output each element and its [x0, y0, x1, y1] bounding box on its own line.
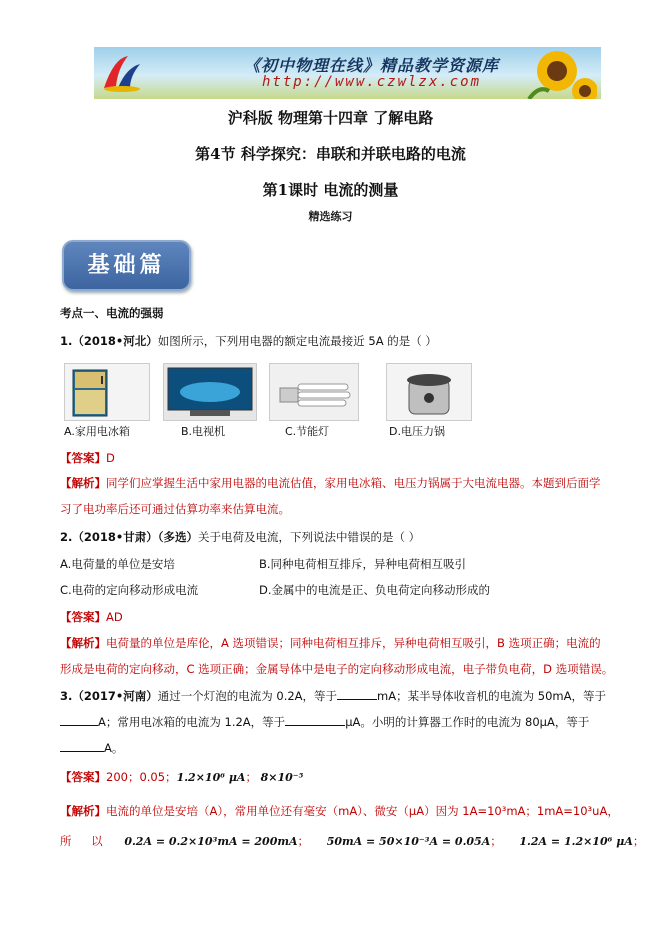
pressure-cooker-image: [386, 363, 472, 421]
analysis-label: 【解析】: [60, 636, 106, 650]
question-1-text: 如图所示，下列用电器的额定电流最接近 5A 的是（ ）: [157, 334, 437, 348]
answer-value: AD: [106, 610, 123, 624]
formula-3: 1.2A = 1.2×10⁶ μA: [519, 835, 633, 848]
option-a: A.家用电冰箱: [64, 425, 130, 438]
tv-image: [163, 363, 257, 421]
q3-text-2: mA；某半导体收音机的电流为 50mA，等于: [377, 689, 606, 703]
blank-2[interactable]: [60, 714, 98, 726]
analysis-text: 同学们应掌握生活中家用电器的电流估值，家用电冰箱、电压力锅属于大电流电器。本题到后面学: [106, 476, 601, 490]
q3-text-4: μA。小明的计算器工作时的电流为 80μA，等于: [345, 715, 590, 729]
blank-1[interactable]: [337, 688, 377, 700]
analysis-3-line-2: [60, 833, 645, 849]
answer-3: [60, 769, 303, 785]
question-3-source: 3.（2017•河南）: [60, 689, 158, 703]
q2-option-b: B.同种电荷相互排斥，异种电荷相互吸引: [259, 557, 467, 571]
word-suo: 所: [60, 834, 72, 848]
banner-title: 《初中物理在线》精品教学资源库: [244, 56, 500, 75]
fridge-icon: [65, 364, 149, 420]
chapter-title: 沪科版 物理第十四章 了解电路: [227, 109, 434, 127]
answer-1: [60, 450, 115, 466]
analysis-3-line-1: [60, 803, 619, 819]
question-1: [60, 333, 437, 349]
question-3-line-1: [60, 688, 606, 704]
section-title: 第4节 科学探究：串联和并联电路的电流: [195, 145, 466, 163]
header-banner: [94, 47, 601, 99]
option-d: D.电压力锅: [389, 425, 445, 438]
analysis-text: 电荷量的单位是库伦，A 选项错误；同种电荷相互排斥，异种电荷相互吸引，B 选项正确；电流的: [106, 636, 601, 650]
analysis-2-line-2: 形成是电荷的定向移动，C 选项正确；金属导体中是电子的定向移动形成电流，电子带负电荷，D 选项错误。: [60, 662, 614, 676]
answer-separator: ；: [245, 770, 257, 784]
answer-value: 200；0.05；: [106, 770, 177, 784]
q2-option-c: C.电荷的定向移动形成电流: [60, 583, 199, 597]
formula-2: 50mA = 50×10⁻³A = 0.05A: [326, 835, 491, 848]
question-1-source: 1.（2018•河北）: [60, 334, 158, 348]
blank-4[interactable]: [60, 740, 104, 752]
option-b: B.电视机: [181, 425, 226, 438]
q2-option-a: A.电荷量的单位是安培: [60, 557, 175, 571]
sunflower-icon: [519, 47, 597, 99]
pressure-cooker-icon: [387, 364, 471, 420]
answer-value: D: [106, 451, 115, 465]
analysis-1-line-2: 习了电功率后还可通过估算功率来估算电流。: [60, 502, 290, 516]
q2-option-d: D.金属中的电流是正、负电荷定向移动形成的: [259, 583, 491, 597]
q3-text-1: 通过一个灯泡的电流为 0.2A，等于: [157, 689, 338, 703]
basic-level-badge: 基础篇: [62, 240, 191, 291]
formula-1-end: ；: [297, 834, 310, 848]
energy-saving-lamp-icon: [270, 364, 358, 420]
q3-text-5: A。: [104, 741, 124, 755]
formula-1: 0.2A = 0.2×10³mA = 200mA: [124, 835, 298, 848]
answer-label: 【答案】: [60, 451, 106, 465]
cfl-image: [269, 363, 359, 421]
television-icon: [164, 364, 256, 420]
answer-label: 【答案】: [60, 610, 106, 624]
blank-3[interactable]: [285, 714, 345, 726]
question-3-line-2: [60, 714, 589, 730]
question-2: [60, 529, 420, 545]
topic-heading: 考点一、电流的强弱: [60, 306, 164, 320]
analysis-label: 【解析】: [60, 476, 106, 490]
q3-text-3: A；常用电冰箱的电流为 1.2A，等于: [98, 715, 286, 729]
practice-label: 精选练习: [308, 210, 353, 223]
analysis-label: 【解析】: [60, 804, 106, 818]
formula-3-end: ；: [632, 834, 645, 848]
question-2-text: 关于电荷及电流，下列说法中错误的是（ ）: [197, 530, 421, 544]
lesson-title: 第1课时 电流的测量: [262, 181, 399, 199]
answer-formula-2: 8×10⁻⁵: [260, 771, 304, 784]
question-2-source: 2.（2018•甘肃）（多选）: [60, 530, 198, 544]
fridge-image: [64, 363, 150, 421]
analysis-1-line-1: [60, 475, 601, 491]
formula-2-end: ；: [490, 834, 502, 848]
answer-2: [60, 609, 123, 625]
site-logo-icon: [100, 52, 144, 94]
answer-label: 【答案】: [60, 770, 106, 784]
word-yi: 以: [91, 834, 103, 848]
question-3-line-3: [60, 740, 123, 756]
option-c: C.节能灯: [285, 425, 330, 438]
analysis-2-line-1: [60, 635, 601, 651]
analysis-text: 电流的单位是安培（A），常用单位还有毫安（mA）、微安（μA）因为 1A=10³mA；1mA=10³uA，: [106, 804, 619, 818]
answer-formula-1: 1.2×10⁶ μA: [176, 771, 246, 784]
banner-url: http://www.czwlzx.com: [262, 74, 482, 90]
